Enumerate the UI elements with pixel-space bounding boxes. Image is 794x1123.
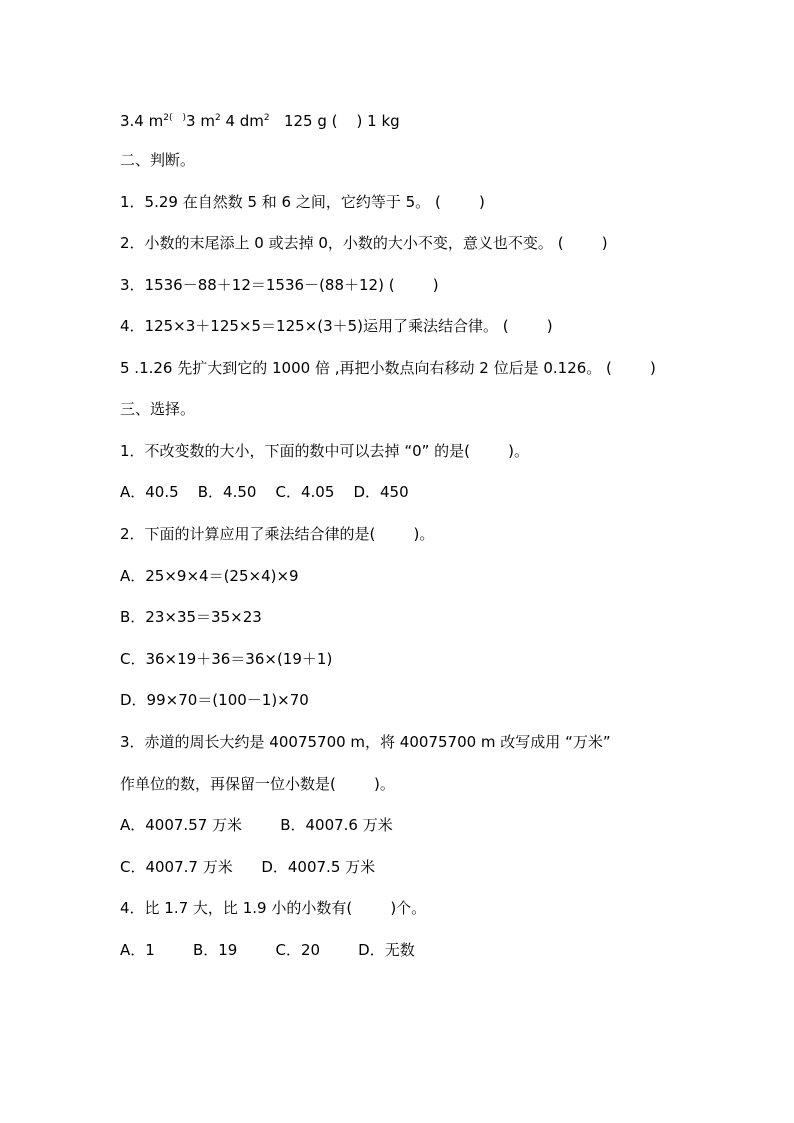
choice-q1-options: A．40.5 B．4.50 C．4.05 D．450 (120, 483, 409, 501)
choice-q3-options-line1: A．4007.57 万米 B．4007.6 万米 (120, 816, 393, 834)
compare-b-dm: 4 dm (220, 112, 264, 130)
judge-item-1: 1．5.29 在自然数 5 和 6 之间，它约等于 5。 ( ) (120, 193, 485, 211)
judge-item-5: 5 .1.26 先扩大到它的 1000 倍 ,再把小数点向右移动 2 位后是 0.126。 ( ) (120, 359, 656, 377)
judge-item-4: 4．125×3＋125×5＝125×(3＋5)运用了乘法结合律。 ( ) (120, 317, 553, 335)
choice-q2-option-d: D．99×70＝(100－1)×70 (120, 691, 309, 709)
compare-a-exponent: 2 (163, 113, 169, 123)
choice-q2-option-b: B．23×35＝35×23 (120, 608, 262, 626)
section-three-title: 三、选择。 (120, 400, 196, 418)
unit-compare-line (120, 108, 400, 128)
section-two-title: 二、判断。 (120, 151, 196, 169)
judge-item-3: 3．1536－88＋12＝1536－(88＋12) ( ) (120, 276, 439, 294)
choice-q3-options-line2: C．4007.7 万米 D．4007.5 万米 (120, 858, 376, 876)
compare-a: 3.4 m (120, 112, 164, 130)
choice-q4-options: A．1 B．19 C．20 D．无数 (120, 941, 415, 959)
choice-q3-stem-line1: 3．赤道的周长大约是 40075700 m，将 40075700 m 改写成用 “万米” (120, 733, 611, 751)
choice-q1-stem: 1．不改变数的大小，下面的数中可以去掉 “0” 的是( )。 (120, 442, 530, 460)
choice-q2-stem: 2．下面的计算应用了乘法结合律的是( )。 (120, 525, 435, 543)
choice-q2-option-c: C．36×19＋36＝36×(19＋1) (120, 650, 333, 668)
compare-c: 125 g ( ) 1 kg (269, 112, 400, 130)
compare-b-dm-exponent: 2 (263, 113, 270, 123)
compare-b-exponent: 2 (214, 113, 221, 123)
compare-b: 3 m (186, 112, 215, 130)
choice-q3-stem-line2: 作单位的数，再保留一位小数是( )。 (120, 775, 395, 793)
choice-q2-option-a: A．25×9×4＝(25×4)×9 (120, 567, 299, 585)
judge-item-2: 2．小数的末尾添上 0 或去掉 0，小数的大小不变，意义也不变。 ( ) (120, 234, 608, 252)
choice-q4-stem: 4．比 1.7 大，比 1.9 小的小数有( )个。 (120, 899, 427, 917)
compare-a-paren-open: ( (168, 113, 173, 123)
compare-a-paren-close: ) (182, 113, 187, 123)
